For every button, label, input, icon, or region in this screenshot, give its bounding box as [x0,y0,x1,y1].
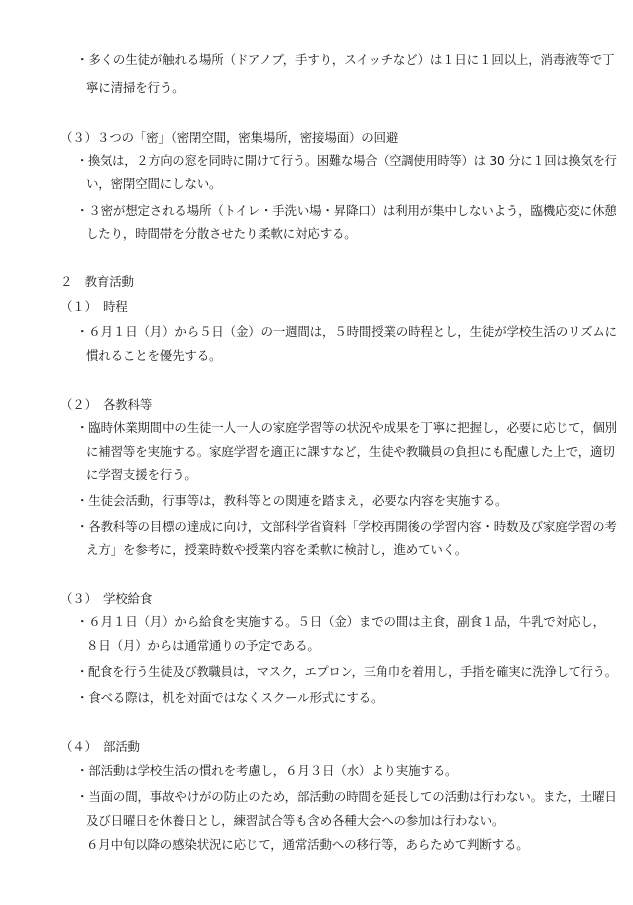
club-start-bullet-line1: ・部活動は学校生活の慣れを考慮し，６月３日（水）より実施する。 [76,763,458,778]
lunch-staff-bullet-line1: ・配食を行う生徒及び教職員は，マスク，エプロン，三角巾を着用し，手指を確実に洗浄して行う。 [76,665,617,679]
cleaning-bullet-line1: ・多くの生徒が触れる場所（ドアノブ，手すり，スイッチなど）は１日に１回以上，消毒液等で丁 [76,52,615,67]
lunch-eating-bullet-line1: ・食べる際は，机を対面ではなくスクール形式にする。 [76,690,384,705]
ventilation-bullet-line2: い，密閉空間にしない。 [86,176,222,191]
goals-bullet-line2: え方」を参考に，授業時数や授業内容を柔軟に検討し，進めていく。 [86,542,468,557]
schedule-bullet-line1: ・６月１日（月）から５日（金）の一週間は，５時間授業の時程とし，生徒が学校生活のリズムに [76,324,617,339]
support-bullet-line3: に学習支援を行う。 [86,467,197,482]
club-limits-bullet-line3: ６月中旬以降の感染状況に応じて，通常活動への移行等，あらためて判断する。 [86,837,529,852]
goals-bullet-line1: ・各教科等の目標の達成に向け，文部科学省資料「学校再開後の学習内容・時数及び家庭学習の考 [76,519,617,534]
subjects-heading: （２） 各教科等 [60,397,153,412]
lunch-heading: （３） 学校給食 [60,591,153,606]
events-bullet-line1: ・生徒会活動，行事等は，教科等との関連を踏まえ，必要な内容を実施する。 [76,493,508,508]
support-bullet-line2: に補習等を実施する。家庭学習を適正に課すなど，生徒や教職員の負担にも配慮した上で，適切 [86,444,615,459]
club-heading: （４） 部活動 [60,739,140,754]
education-heading: ２ 教育活動 [60,274,134,289]
lunch-start-bullet-line1: ・６月１日（月）から給食を実施する。５日（金）までの間は主食，副食１品，牛乳で対応し， [76,614,605,629]
cleaning-bullet-line2: 寧に清掃を行う。 [86,80,185,95]
crowding-bullet-line1: ・３密が想定される場所（トイレ・手洗い場・昇降口）は利用が集中しないよう，臨機応変に休憩 [76,203,617,218]
ventilation-bullet-line1: ・換気は，２方向の窓を同時に開けて行う。困難な場合（空調使用時等）は 30 分に１回は換気を行 [76,154,617,168]
lunch-start-bullet-line2: ８日（月）からは通常通りの予定である。 [86,638,320,653]
schedule-bullet-line2: 慣れることを優先する。 [86,348,222,363]
club-limits-bullet-line1: ・当面の間，事故やけがの防止のため，部活動の時間を延長しての活動は行わない。また，土曜日 [76,789,617,804]
schedule-heading: （１） 時程 [60,299,128,314]
club-limits-bullet-line2: 及び日曜日を休養日とし，練習試合等も含め各種大会への参加は行わない。 [86,813,505,828]
crowding-bullet-line2: したり，時間帯を分散させたり柔軟に対応する。 [86,226,357,241]
three-cs-heading: （３）３つの「密」（密閉空間，密集場所，密接場面）の回避 [60,130,399,145]
support-bullet-line1: ・臨時休業期間中の生徒一人一人の家庭学習等の状況や成果を丁寧に把握し，必要に応じて，個別 [76,420,617,435]
